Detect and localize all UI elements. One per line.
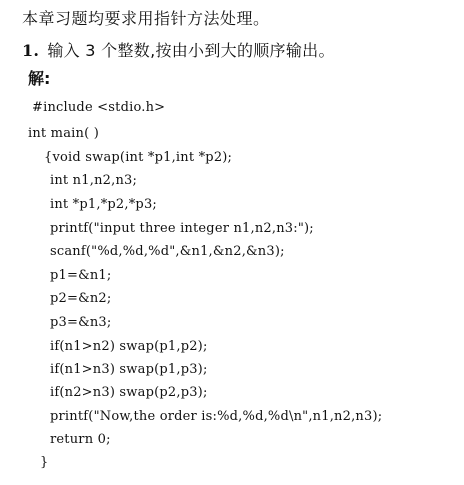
code-line: {void swap(int *p1,int *p2); [44, 150, 233, 165]
code-line: int main( ) [28, 126, 99, 141]
code-line: if(n1>n3) swap(p1,p3); [50, 362, 208, 377]
chapter-intro-text: 本章习题均要求用指针方法处理。 [22, 9, 270, 28]
code-line: int *p1,*p2,*p3; [50, 197, 158, 212]
problem-number: 1. [22, 41, 40, 60]
code-line: scanf("%d,%d,%d",&n1,&n2,&n3); [50, 244, 285, 259]
code-line: if(n2>n3) swap(p2,p3); [50, 385, 208, 400]
code-line: return 0; [50, 432, 111, 447]
code-line: printf("input three integer n1,n2,n3:"); [50, 221, 314, 236]
code-line: p1=&n1; [50, 268, 112, 283]
problem-statement [22, 43, 335, 59]
code-line: p2=&n2; [50, 291, 112, 306]
solution-label: 解: [28, 69, 51, 88]
code-line: p3=&n3; [50, 315, 112, 330]
problem-text: 输入 3 个整数,按由小到大的顺序输出。 [47, 41, 335, 60]
code-line: if(n1>n2) swap(p1,p2); [50, 339, 208, 354]
code-line: int n1,n2,n3; [50, 173, 138, 188]
code-line: #include <stdio.h> [32, 100, 166, 115]
code-line: } [40, 455, 49, 470]
code-line: printf("Now,the order is:%d,%d,%d\n",n1,n2,n3); [50, 409, 383, 424]
